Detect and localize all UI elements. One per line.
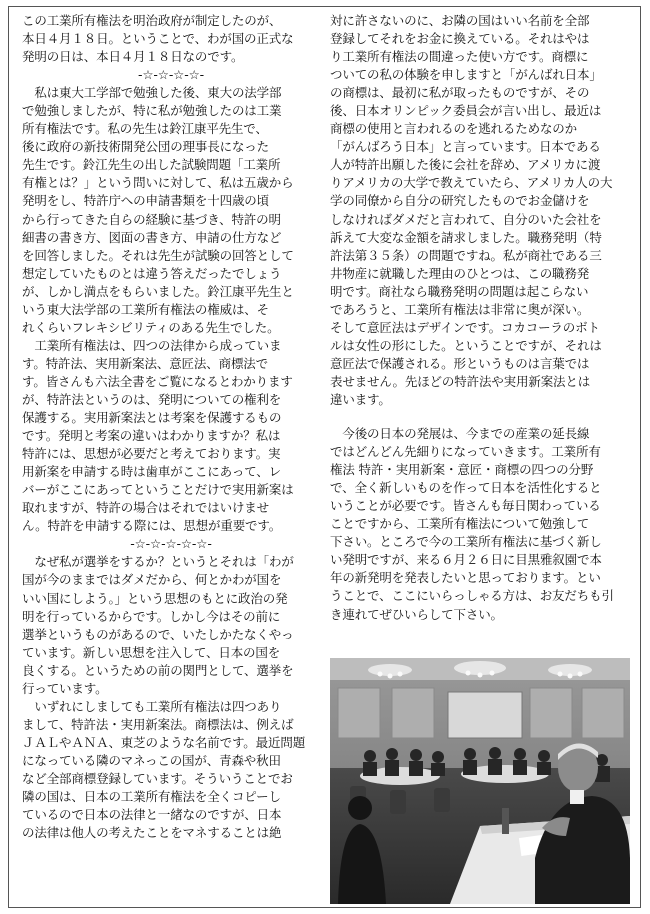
paragraph-line: が、しかし満点をもらいました。鈴江康平先生と	[22, 283, 294, 299]
paragraph-line: 保護する。実用新案法とは考案を保護するもの	[22, 410, 282, 426]
paragraph-line: 表せません。先ほどの特許法や実用新案法とは	[330, 373, 591, 389]
paragraph-line: 所有権法です。私の先生は鈴江康平先生で、	[22, 121, 268, 137]
paragraph-line: 商標の使用と言われるのを逃れるためなのか	[330, 121, 578, 137]
paragraph-line: 登録してそれをお金に換えている。それはやは	[330, 31, 590, 47]
paragraph-line: ています。新しい思想を注入して、日本の国を	[22, 644, 281, 660]
paragraph-line: ているので日本の法律と一緒なのですが、日本	[22, 807, 282, 823]
paragraph-line: になっている隣のマネっこの国が、青森や秋田	[22, 752, 281, 768]
paragraph-line: き連れてぜひいらして下さい。	[330, 606, 503, 622]
paragraph-line: で勉強しましたが、特に私が勉強したのは工業	[22, 103, 282, 119]
paragraph-line: から行ってきた自らの経験に基づき、特許の明	[22, 211, 281, 227]
paragraph-line: 井物産に就職した理由のひとつは、この職務発	[330, 265, 590, 281]
paragraph-line: の商標は、最初に私が取ったものですが、その	[330, 85, 590, 101]
paragraph-line: ではどんどん先細りになっていきます。工業所有	[330, 444, 601, 460]
paragraph-line: など全部商標登録しています。そういうことでお	[22, 770, 293, 786]
paragraph-line: 選挙というものがあるので、いたしかたなくやっ	[22, 626, 294, 642]
paragraph-line: 特許には、思想が必要だと考えております。実	[22, 446, 281, 462]
paragraph-line: 後に政府の新技術開発公団の理事長になった	[22, 139, 270, 155]
paragraph-line: 発明の日は、本日４月１８日なのです。	[22, 49, 244, 65]
paragraph-line: 人が特許出願した後に会社を辞め、アメリカに渡	[330, 157, 601, 173]
paragraph-line: 発明をし、特許庁への申請書類を十四歳の頃	[22, 193, 270, 209]
paragraph-gap	[330, 409, 628, 425]
paragraph-line: 想定していたものとは違う答えだったでしょう	[22, 265, 282, 281]
paragraph-line: ん。特許を申請する際には、思想が重要です。	[22, 518, 282, 534]
paragraph-line: 今後の日本の発展は、今までの産業の延長線	[330, 426, 590, 442]
paragraph-line: 工業所有権法は、四つの法律から成っていま	[22, 337, 282, 353]
paragraph-line: 「がんばろう日本」と言っています。日本である	[330, 139, 601, 155]
paragraph-line: れくらいフレキシビリティのある先生でした。	[22, 319, 280, 335]
paragraph-line: いうことが必要です。皆さんも毎日関わっている	[330, 498, 601, 514]
paragraph-line: であろうと、工業所有権法は非常に奥が深い。	[330, 301, 590, 317]
paragraph-line: す。皆さんも六法全書をご覧になるとわかります	[22, 373, 293, 389]
paragraph-line: 年の新発明を発表したいと思っております。とい	[330, 570, 601, 586]
paragraph-line: 細書の書き方、図面の書き方、申請の仕方など	[22, 229, 282, 245]
paragraph-line: なぜ私が選挙をするか？というとそれは「わが	[22, 554, 294, 570]
paragraph-line: 良くする。というための前の関門として、選挙を	[22, 662, 294, 678]
paragraph-line: 明です。商社なら職務発明の問題は起こらない	[330, 283, 589, 299]
paragraph-line: 有権とは？」という問いに対して、私は五歳から	[22, 175, 294, 191]
paragraph-line: まして、特許法・実用新案法。商標法は、例えば	[22, 716, 294, 732]
paragraph-line: ことですから、工業所有権法について勉強して	[330, 516, 590, 532]
paragraph-line: この工業所有権法を明治政府が制定したのが、	[22, 13, 282, 28]
star-separator: -☆-☆-☆-☆-	[137, 67, 205, 83]
paragraph-line: が、特許法というのは、発明についての権利を	[22, 391, 282, 407]
paragraph-line: 権法 特許・実用新案・意匠・商標の四つの分野	[330, 462, 594, 478]
paragraph-line: 先生です。鈴江先生の出した試験問題「工業所	[22, 157, 281, 173]
paragraph-line: そして意匠法はデザインです。コカコーラのボト	[330, 319, 600, 335]
paragraph-line: ＪＡＬやＡＮＡ、東芝のような名前です。最近問題	[22, 734, 306, 750]
paragraph-line: 意匠法で保護される。形というものは言葉では	[330, 355, 590, 371]
paragraph-line: り工業所有権法の間違った使い方です。商標に	[330, 49, 589, 65]
paragraph-line: 行っています。	[22, 680, 108, 696]
paragraph-line: です。発明と考案の違いはわかりますか？私は	[22, 428, 281, 444]
paragraph-line: バーがここにあってということだけで実用新案は	[22, 482, 294, 498]
paragraph-line: い発明ですが、来る６月２６日に目黒雅叙園で本	[330, 552, 602, 568]
paragraph-line: 私は東大工学部で勉強した後、東大の法学部	[22, 85, 282, 101]
conference-photo	[330, 658, 630, 904]
paragraph-line: しなければダメだと言われて、自分のいた会社を	[330, 211, 602, 227]
paragraph-line: す。特許法、実用新案法、意匠法、商標法で	[22, 355, 269, 371]
paragraph-line: 後、日本オリンピック委員会が言い出し、最近は	[330, 103, 602, 119]
paragraph-line: 訴えて大変な金額を請求しました。職務発明（特	[330, 229, 602, 245]
paragraph-line: 対に許さないのに、お隣の国はいい名前を全部	[330, 13, 590, 28]
left-column	[22, 12, 320, 842]
paragraph-line: 取れますが、特許の場合はそれではいけませ	[22, 500, 270, 516]
paragraph-line: 用新案を申請する時は歯車がここにあって、レ	[22, 464, 281, 480]
paragraph-line: ルは女性の形にした。ということですが、それは	[330, 337, 602, 353]
paragraph-line: ついての私の体験を申しますと「がんばれ日本」	[330, 67, 602, 83]
paragraph-line: りアメリカの大学で教えていたら、アメリカ人の大	[330, 175, 613, 191]
paragraph-line: 違います。	[330, 391, 391, 407]
paragraph-line: 学の同僚から自分の研究したものでお金儲けを	[330, 193, 590, 209]
paragraph-line: 下さい。ところで今の工業所有権法に基づく新し	[330, 534, 602, 550]
paragraph-line: を回答しました。それは先生が試験の回答として	[22, 247, 294, 263]
paragraph-line: 本日４月１８日。ということで、わが国の正式な	[22, 31, 294, 47]
star-separator: -☆-☆-☆-☆-☆-	[130, 536, 212, 552]
paragraph-line: 許法第３５条）の問題ですね。私が商社である三	[330, 247, 602, 263]
paragraph-line: 隣の国は、日本の工業所有権法を全くコピーし	[22, 789, 281, 805]
paragraph-line: うことで、ここにいらっしゃる方は、お友だちも引	[330, 588, 614, 604]
right-column	[330, 12, 628, 624]
paragraph-line: 明を行っているからです。しかし今はその前に	[22, 608, 281, 624]
paragraph-line: いずれにしましても工業所有権法は四つあり	[22, 698, 282, 714]
paragraph-line: いい国にしよう。」という思想のもとに政治の発	[22, 590, 288, 606]
paragraph-line: 国が今のままではダメだから、何とかわが国を	[22, 572, 282, 588]
paragraph-line: の法律は他人の考えたことをマネすることは絶	[22, 825, 282, 841]
paragraph-line: いう東大法学部の工業所有権法の権威は、そ	[22, 301, 270, 317]
paragraph-line: で、全く新しいものを作って日本を活性化すると	[330, 480, 602, 496]
